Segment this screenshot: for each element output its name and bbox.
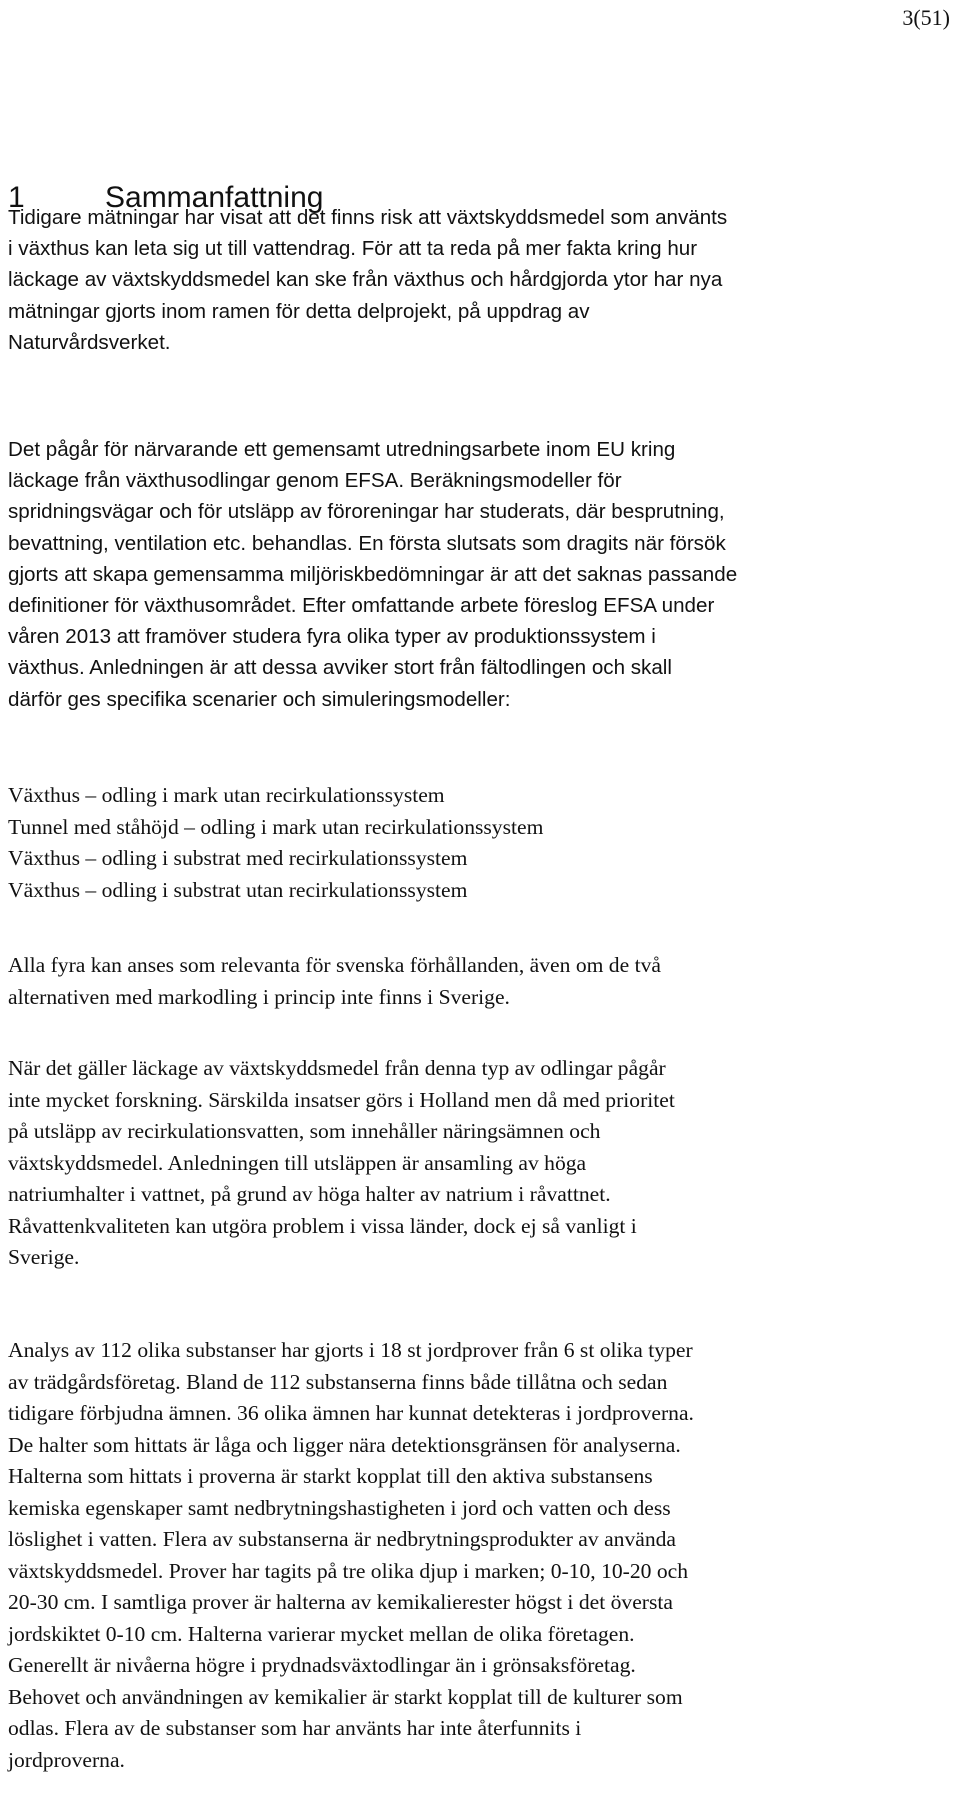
efsa-line: definitioner för växthusområdet. Efter omfattande arbete föreslog EFSA under bbox=[8, 594, 715, 618]
intro-paragraph bbox=[8, 202, 948, 358]
research-line: på utsläpp av recirkulationsvatten, som innehåller näringsämnen och bbox=[8, 1119, 601, 1143]
relevance-paragraph bbox=[8, 950, 948, 1013]
efsa-line: därför ges specifika scenarier och simuleringsmodeller: bbox=[8, 687, 511, 711]
research-line: När det gäller läckage av växtskyddsmedel från denna typ av odlingar pågår bbox=[8, 1056, 666, 1080]
efsa-line: spridningsvägar och för utsläpp av föroreningar har studerats, där besprutning, bbox=[8, 500, 725, 524]
efsa-line: bevattning, ventilation etc. behandlas. En första slutsats som dragits när försök bbox=[8, 531, 726, 555]
page-number: 3(51) bbox=[902, 5, 950, 30]
intro-line: läckage av växtskyddsmedel kan ske från växthus och hårdgjorda ytor har nya bbox=[8, 268, 723, 292]
analysis-line: jordproverna. bbox=[8, 1747, 125, 1772]
production-system-item: Växthus – odling i mark utan recirkulationssystem bbox=[8, 783, 445, 807]
production-system-item: Tunnel med ståhöjd – odling i mark utan recirkulationssystem bbox=[8, 814, 544, 839]
section-title: Sammanfattning bbox=[105, 181, 324, 214]
analysis-line: kemiska egenskaper samt nedbrytningshastigheten i jord och vatten och dess bbox=[8, 1495, 671, 1520]
analysis-line: tidigare förbjudna ämnen. 36 olika ämnen har kunnat detekteras i jordproverna. bbox=[8, 1401, 694, 1425]
research-line: inte mycket forskning. Särskilda insatser görs i Holland men då med prioritet bbox=[8, 1087, 675, 1112]
intro-line: Naturvårdsverket. bbox=[8, 330, 171, 354]
intro-line: Tidigare mätningar har visat att det finns risk att växtskyddsmedel som använts bbox=[8, 206, 728, 229]
analysis-line: av trädgårdsföretag. Bland de 112 substanserna finns både tillåtna och sedan bbox=[8, 1369, 668, 1394]
analysis-line: odlas. Flera av de substanser som har använts har inte återfunnits i bbox=[8, 1716, 582, 1740]
relevance-line: alternativen med markodling i princip inte finns i Sverige. bbox=[8, 984, 510, 1009]
intro-line: mätningar gjorts inom ramen för detta delprojekt, på uppdrag av bbox=[8, 299, 590, 323]
production-systems-list bbox=[8, 780, 948, 906]
efsa-line: våren 2013 att framöver studera fyra olika typer av produktionssystem i bbox=[8, 625, 656, 649]
analysis-line: växtskyddsmedel. Prover har tagits på tre olika djup i marken; 0-10, 10-20 och bbox=[8, 1558, 689, 1583]
research-line: Råvattenkvaliteten kan utgöra problem i vissa länder, dock ej så vanligt i bbox=[8, 1213, 637, 1238]
analysis-line: De halter som hittats är låga och ligger nära detektionsgränsen för analyserna. bbox=[8, 1432, 681, 1457]
efsa-line: läckage från växthusodlingar genom EFSA. Beräkningsmodeller för bbox=[8, 469, 622, 493]
efsa-line: växthus. Anledningen är att dessa avviker stort från fältodlingen och skall bbox=[8, 656, 672, 680]
analysis-paragraph bbox=[8, 1335, 948, 1776]
analysis-line: Halterna som hittats i proverna är starkt kopplat till den aktiva substansens bbox=[8, 1464, 653, 1488]
relevance-line: Alla fyra kan anses som relevanta för svenska förhållanden, även om de två bbox=[8, 953, 661, 977]
analysis-line: jordskiktet 0-10 cm. Halterna varierar mycket mellan de olika företagen. bbox=[8, 1621, 635, 1646]
production-system-item: Växthus – odling i substrat utan recirkulationssystem bbox=[8, 877, 468, 902]
analysis-line: 20-30 cm. I samtliga prover är halterna av kemikalierester högst i det översta bbox=[8, 1590, 673, 1614]
research-line: växtskyddsmedel. Anledningen till utsläppen är ansamling av höga bbox=[8, 1150, 587, 1175]
research-paragraph bbox=[8, 1053, 948, 1274]
research-line: natriumhalter i vattnet, på grund av höga halter av natrium i råvattnet. bbox=[8, 1182, 611, 1206]
production-system-item: Växthus – odling i substrat med recirkulationssystem bbox=[8, 846, 468, 870]
analysis-line: Behovet och användningen av kemikalier är starkt kopplat till de kulturer som bbox=[8, 1684, 683, 1709]
analysis-line: Analys av 112 olika substanser har gjorts i 18 st jordprover från 6 st olika typer bbox=[8, 1338, 693, 1362]
analysis-line: Generellt är nivåerna högre i prydnadsväxtodlingar än i grönsaksföretag. bbox=[8, 1653, 636, 1677]
section-number: 1 bbox=[8, 181, 25, 214]
research-line: Sverige. bbox=[8, 1245, 80, 1269]
efsa-line: Det pågår för närvarande ett gemensamt utredningsarbete inom EU kring bbox=[8, 438, 676, 461]
analysis-line: löslighet i vatten. Flera av substanserna är nedbrytningsprodukter av använda bbox=[8, 1527, 677, 1551]
efsa-paragraph bbox=[8, 434, 948, 715]
efsa-line: gjorts att skapa gemensamma miljöriskbedömningar är att det saknas passande bbox=[8, 562, 738, 586]
intro-line: i växthus kan leta sig ut till vattendrag. För att ta reda på mer fakta kring hur bbox=[8, 237, 698, 261]
